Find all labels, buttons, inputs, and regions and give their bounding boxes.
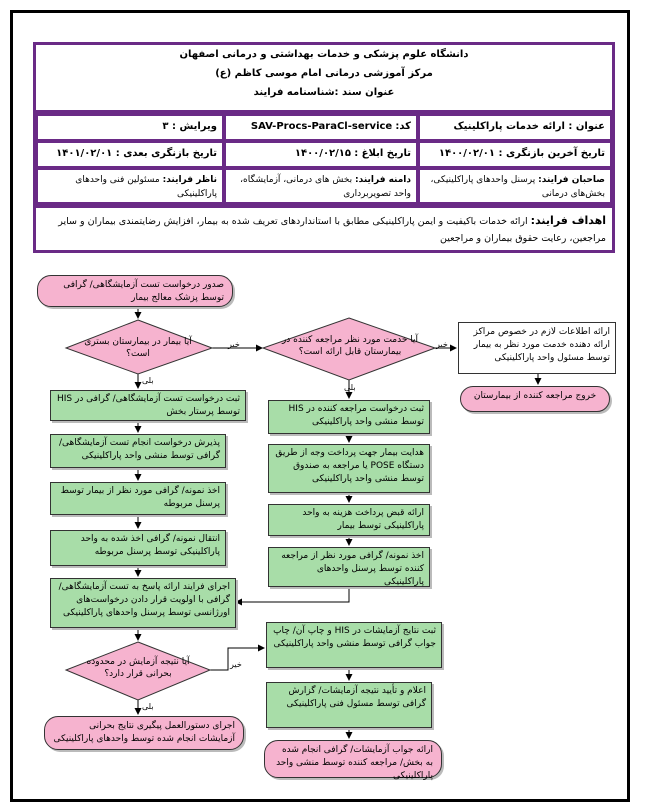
- step-transfer-sample: انتقال نمونه/ گرافی اخذ شده به واحد پاراکلینیکی توسط پرسنل مربوطه: [50, 530, 226, 566]
- label-yes-3: بلی: [142, 702, 154, 711]
- step-payment: هدایت بیمار جهت پرداخت وجه از طریق دستگاه POSE یا مراجعه به صندوق توسط منشی واحد پاراکلینیکی: [268, 444, 430, 493]
- document-title: عنوان سند :شناسنامه فرایند: [253, 87, 395, 98]
- owner-value: پرسنل واحدهای پاراکلینیکی، بخش‌های درمانی: [430, 175, 605, 199]
- university-name: دانشگاه علوم پزشکی و خدمات بهداشتی و درمانی اصفهان: [179, 49, 469, 60]
- step-process-result: اجرای فرایند ارائه پاسخ به تست آزمایشگاهی/ گرافی با اولویت قرار دادن درخواست‌های اورژانسی توسط پرسنل واحدهای پاراکلینیکی: [50, 578, 236, 628]
- exit-terminal: خروج مراجعه کننده از بیمارستان: [460, 386, 610, 412]
- referral-info-box: ارائه اطلاعات لازم در خصوص مراکز ارائه دهنده خدمت مورد نظر به بیمار توسط مسئول واحد پاراکلینیکی: [458, 322, 616, 374]
- label-no-3: خیر: [230, 660, 242, 669]
- label-no-1: خیر: [228, 340, 240, 349]
- process-title: عنوان : ارائه خدمات پاراکلینیک: [453, 121, 605, 132]
- last-review: تاریخ آخرین بازنگری : ۱۴۰۰/۰۲/۰۱: [438, 148, 605, 159]
- goal-label: اهداف فرایند:: [530, 214, 606, 227]
- decision-service-text: آیا خدمت مورد نظر مراجعه کننده در بیمارستان قابل ارائه است؟: [281, 335, 419, 357]
- center-name: مرکز آموزشی درمانی امام موسی کاظم (ع): [215, 68, 433, 79]
- start-terminal: صدور درخواست تست آزمایشگاهی/ گرافی توسط پزشک معالج بیمار: [37, 275, 233, 307]
- step-take-sample-outpatient: اخذ نمونه/ گرافی مورد نظر از مراجعه کننده توسط پرسنل واحدهای پاراکلینیکی: [268, 547, 430, 587]
- label-yes-2: بلی: [344, 383, 356, 392]
- owner-label: صاحبان فرایند:: [538, 175, 605, 185]
- decision-critical-text: آیا نتیجه آزمایش در محدوده بحرانی قرار دارد؟: [86, 657, 190, 679]
- version: ویرایش : ۳: [162, 121, 217, 132]
- notify-value: ۱۴۰۰/۰۲/۱۵: [294, 148, 352, 159]
- notify-label: تاریخ ابلاغ :: [354, 148, 411, 159]
- next-review: تاریخ بازنگری بعدی : ۱۴۰۱/۰۲/۰۱: [56, 148, 217, 159]
- step-accept-request: پذیرش درخواست انجام تست آزمایشگاهی/ گرافی توسط منشی واحد پاراکلینیکی: [50, 434, 226, 468]
- critical-result-terminal: اجرای دستورالعمل پیگیری نتایج بحرانی آزمایشات انجام شده توسط واحدهای پاراکلینیکی: [44, 716, 244, 750]
- label-no-2: خیر: [436, 340, 448, 349]
- goal-text: ارائه خدمات باکیفیت و ایمن پاراکلینیکی مطابق با استانداردهای تعریف شده به بیمار، افزایش رضایتمندی بیماران و سایر مراجعین، رعایت حقوق بیماران و مراجعین: [58, 216, 606, 244]
- step-register-outpatient: ثبت درخواست مراجعه کننده در HIS توسط منشی واحد پاراکلینیکی: [268, 400, 430, 434]
- step-receipt: ارائه قبض پرداخت هزینه به واحد پاراکلینیکی توسط بیمار: [268, 504, 430, 536]
- scope-label: دامنه فرایند:: [355, 175, 411, 185]
- code-value: SAV-Procs-ParaCl-service: [250, 121, 393, 132]
- decision-inpatient-text: آیا بیمار در بیمارستان بستری است؟: [84, 337, 192, 359]
- step-record-results: ثبت نتایج آزمایشات در HIS و چاپ آن/ چاپ جواب گرافی توسط منشی واحد پاراکلینیکی: [266, 622, 442, 668]
- end-terminal: ارائه جواب آزمایشات/ گرافی انجام شده به بخش/ مراجعه کننده توسط منشی واحد پاراکلینیکی: [264, 740, 442, 778]
- step-take-sample-ward: اخذ نمونه/ گرافی مورد نظر از بیمار توسط پرسنل مربوطه: [50, 482, 226, 515]
- scope-value: بخش های درمانی، آزمایشگاه، واحد تصویربرداری: [240, 175, 411, 199]
- step-register-ward: ثبت درخواست تست آزمایشگاهی/ گرافی در HIS توسط پرستار بخش: [50, 390, 246, 421]
- supervisor-value: مسئولین فنی واحدهای پاراکلینیکی: [75, 175, 217, 199]
- supervisor-label: ناظر فرایند:: [162, 175, 217, 185]
- step-confirm-results: اعلام و تأیید نتیجه آزمایشات/ گزارش گرافی توسط مسئول فنی پاراکلینیکی: [266, 682, 432, 728]
- label-yes-1: بلی: [142, 376, 154, 385]
- code-label: کد:: [395, 121, 411, 132]
